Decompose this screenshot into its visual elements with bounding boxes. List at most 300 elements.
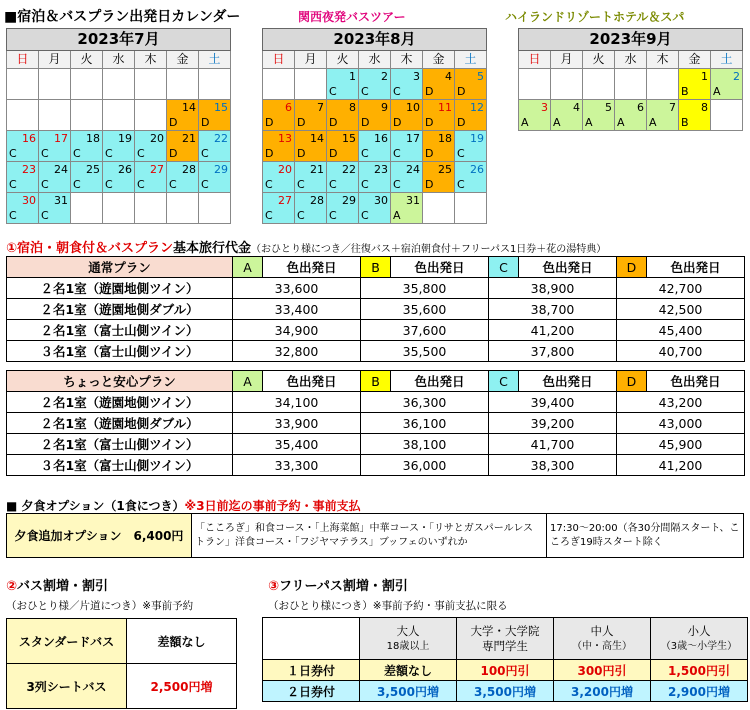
weekday-header: 月 bbox=[295, 51, 327, 69]
calendar-day-code bbox=[135, 116, 167, 131]
calendar-day-code: D bbox=[359, 116, 391, 131]
weekday-header: 水 bbox=[359, 51, 391, 69]
calendar-day: 9 bbox=[359, 100, 391, 116]
price-room-label: ２名1室（富士山側ツイン） bbox=[7, 320, 233, 341]
weekday-header: 日 bbox=[7, 51, 39, 69]
calendar-day: 3 bbox=[519, 100, 551, 116]
calendar-day: 18 bbox=[423, 131, 455, 147]
price-room-label: ３名1室（富士山側ツイン） bbox=[7, 455, 233, 476]
price-letter-B: B bbox=[361, 371, 391, 392]
price-letter-B: B bbox=[361, 257, 391, 278]
freepass-2day-label: ２日券付 bbox=[263, 681, 360, 702]
weekday-header: 水 bbox=[615, 51, 647, 69]
price-letter-A: A bbox=[233, 371, 263, 392]
calendar-day-code bbox=[551, 85, 583, 100]
calendar-day bbox=[455, 193, 487, 209]
price-value: 36,300 bbox=[361, 392, 489, 413]
price-letter-D: D bbox=[617, 371, 647, 392]
calendar-day-code bbox=[295, 85, 327, 100]
calendar-day-code: C bbox=[455, 147, 487, 162]
weekday-header: 水 bbox=[103, 51, 135, 69]
calendar-day: 2 bbox=[711, 69, 743, 85]
calendar-day-code: D bbox=[391, 116, 423, 131]
calendar-day-code: D bbox=[199, 116, 231, 131]
price-value: 41,700 bbox=[489, 434, 617, 455]
price-row bbox=[7, 278, 745, 299]
price-value: 34,900 bbox=[233, 320, 361, 341]
calendar-day-code: C bbox=[359, 178, 391, 193]
price-row bbox=[7, 320, 745, 341]
calendar-day-code: C bbox=[7, 147, 39, 162]
price-value: 32,800 bbox=[233, 341, 361, 362]
calendar-day: 12 bbox=[455, 100, 487, 116]
calendar-day-code bbox=[135, 209, 167, 224]
freepass-1day-label: １日券付 bbox=[263, 660, 360, 681]
calendar-day-code bbox=[263, 85, 295, 100]
price-value: 35,500 bbox=[361, 341, 489, 362]
freepass-cell: 100円引 bbox=[457, 660, 554, 681]
calendar-day-code: C bbox=[359, 147, 391, 162]
header-line1: 小人 bbox=[687, 623, 711, 638]
tour-subtitle: 関西夜発バスツアー bbox=[298, 10, 406, 24]
calendar-day-code bbox=[7, 116, 39, 131]
freepass-cell: 差額なし bbox=[360, 660, 457, 681]
price-letter-C: C bbox=[489, 371, 519, 392]
calendar-day bbox=[103, 69, 135, 85]
calendar-day-code bbox=[711, 116, 743, 131]
price-room-label: ２名1室（富士山側ツイン） bbox=[7, 434, 233, 455]
calendar-day: 8 bbox=[327, 100, 359, 116]
calendar-day-code: C bbox=[135, 178, 167, 193]
weekday-header: 木 bbox=[135, 51, 167, 69]
price-value: 39,200 bbox=[489, 413, 617, 434]
calendar-day-code bbox=[71, 116, 103, 131]
calendar-day: 23 bbox=[7, 162, 39, 178]
bus-3row-label: 3列シートバス bbox=[7, 664, 127, 709]
calendar-day-code bbox=[199, 209, 231, 224]
calendar-day-code bbox=[39, 116, 71, 131]
calendar-day: 30 bbox=[359, 193, 391, 209]
calendar-day: 14 bbox=[295, 131, 327, 147]
calendar-day-code bbox=[647, 85, 679, 100]
calendar-day: 24 bbox=[391, 162, 423, 178]
calendar-day: 29 bbox=[199, 162, 231, 178]
calendar-day bbox=[551, 69, 583, 85]
weekday-header: 金 bbox=[679, 51, 711, 69]
price-table-1 bbox=[6, 370, 745, 476]
price-room-label: ２名1室（遊園地側ツイン） bbox=[7, 392, 233, 413]
calendar-day-code: C bbox=[71, 147, 103, 162]
price-value: 45,400 bbox=[617, 320, 745, 341]
freepass-header-child bbox=[651, 618, 748, 660]
header-line1: 大学・大学院 bbox=[470, 623, 540, 638]
dinner-option-label: 夕食追加オプション 6,400円 bbox=[7, 514, 192, 558]
weekday-header: 木 bbox=[391, 51, 423, 69]
price-value: 35,800 bbox=[361, 278, 489, 299]
price-value: 36,000 bbox=[361, 455, 489, 476]
freepass-header-adult bbox=[360, 618, 457, 660]
calendar-day: 27 bbox=[135, 162, 167, 178]
calendar-day bbox=[7, 69, 39, 85]
calendar-month-title: 2023年8月 bbox=[263, 29, 487, 51]
calendar-day-code: C bbox=[327, 209, 359, 224]
calendar-day: 15 bbox=[199, 100, 231, 116]
calendar-day: 31 bbox=[39, 193, 71, 209]
header-line2: （中・高生） bbox=[572, 640, 632, 652]
calendar-day-code: C bbox=[199, 178, 231, 193]
calendar-day-code: D bbox=[455, 116, 487, 131]
calendar-day-code: D bbox=[327, 147, 359, 162]
calendar-1 bbox=[262, 28, 487, 224]
calendar-day-code: C bbox=[391, 85, 423, 100]
calendar-day-code: C bbox=[391, 178, 423, 193]
calendar-day-code: A bbox=[391, 209, 423, 224]
section2-note: （おひとり様／片道につき）※事前予約 bbox=[6, 600, 194, 612]
calendar-day: 10 bbox=[391, 100, 423, 116]
calendar-day: 18 bbox=[71, 131, 103, 147]
calendar-day-code: D bbox=[423, 85, 455, 100]
price-value: 38,700 bbox=[489, 299, 617, 320]
calendar-day-code bbox=[71, 209, 103, 224]
price-room-label: ３名1室（富士山側ツイン） bbox=[7, 341, 233, 362]
calendar-day-code bbox=[615, 85, 647, 100]
price-value: 40,700 bbox=[617, 341, 745, 362]
calendar-day-code: C bbox=[295, 178, 327, 193]
price-row bbox=[7, 413, 745, 434]
calendar-day: 30 bbox=[7, 193, 39, 209]
bus-standard-value: 差額なし bbox=[127, 619, 237, 664]
freepass-cell: 3,500円増 bbox=[360, 681, 457, 702]
calendar-day: 19 bbox=[103, 131, 135, 147]
price-value: 37,800 bbox=[489, 341, 617, 362]
calendar-day bbox=[295, 69, 327, 85]
calendar-day-code: C bbox=[391, 147, 423, 162]
section3-note: （おひとり様につき）※事前予約・事前支払に限る bbox=[268, 600, 508, 612]
page-title: ■宿泊＆バスプラン出発日カレンダー bbox=[4, 9, 241, 25]
calendar-day bbox=[7, 100, 39, 116]
calendar-day: 7 bbox=[295, 100, 327, 116]
calendar-day-code: C bbox=[7, 209, 39, 224]
section3-heading bbox=[268, 575, 408, 594]
calendar-day-code: C bbox=[39, 178, 71, 193]
freepass-cell: 3,500円増 bbox=[457, 681, 554, 702]
calendar-day-code: D bbox=[423, 147, 455, 162]
price-value: 42,500 bbox=[617, 299, 745, 320]
price-col-label: 色出発日 bbox=[647, 371, 745, 392]
price-value: 38,300 bbox=[489, 455, 617, 476]
section2-title: バス割増・割引 bbox=[17, 579, 109, 594]
calendar-day bbox=[519, 69, 551, 85]
dinner-heading-note: ※3日前迄の事前予約・事前支払 bbox=[184, 499, 361, 513]
calendar-day: 4 bbox=[551, 100, 583, 116]
section1-number: ① bbox=[6, 241, 18, 256]
calendar-day bbox=[103, 193, 135, 209]
price-row bbox=[7, 392, 745, 413]
calendar-day-code: B bbox=[679, 85, 711, 100]
hotel-name: ハイランドリゾートホテル＆スパ bbox=[505, 10, 685, 24]
calendar-day: 16 bbox=[359, 131, 391, 147]
calendar-day: 13 bbox=[263, 131, 295, 147]
price-value: 35,400 bbox=[233, 434, 361, 455]
calendar-day-code: A bbox=[519, 116, 551, 131]
calendar-day-code bbox=[71, 85, 103, 100]
calendar-day-code bbox=[583, 85, 615, 100]
calendar-day bbox=[199, 69, 231, 85]
weekday-header: 火 bbox=[327, 51, 359, 69]
weekday-header: 日 bbox=[519, 51, 551, 69]
calendar-day-code: C bbox=[167, 178, 199, 193]
calendar-day: 4 bbox=[423, 69, 455, 85]
price-col-label: 色出発日 bbox=[263, 257, 361, 278]
calendar-day: 21 bbox=[167, 131, 199, 147]
calendar-day: 28 bbox=[167, 162, 199, 178]
calendar-month-title: 2023年7月 bbox=[7, 29, 231, 51]
price-room-label: ２名1室（遊園地側ツイン） bbox=[7, 278, 233, 299]
calendar-day: 8 bbox=[679, 100, 711, 116]
price-value: 41,200 bbox=[489, 320, 617, 341]
calendar-day-code: C bbox=[359, 85, 391, 100]
calendar-day: 31 bbox=[391, 193, 423, 209]
weekday-header: 火 bbox=[71, 51, 103, 69]
calendar-day: 23 bbox=[359, 162, 391, 178]
calendar-day-code: A bbox=[711, 85, 743, 100]
calendar-day bbox=[135, 100, 167, 116]
header-line2: （3歳～小学生） bbox=[660, 640, 738, 652]
price-row bbox=[7, 341, 745, 362]
calendar-day: 26 bbox=[455, 162, 487, 178]
section1-title2: 基本旅行代金 bbox=[173, 241, 252, 256]
weekday-header: 火 bbox=[583, 51, 615, 69]
calendar-day: 22 bbox=[199, 131, 231, 147]
price-value: 34,100 bbox=[233, 392, 361, 413]
freepass-cell: 300円引 bbox=[554, 660, 651, 681]
calendar-day: 25 bbox=[71, 162, 103, 178]
price-room-label: ２名1室（遊園地側ダブル） bbox=[7, 413, 233, 434]
header-line1: 中人 bbox=[590, 623, 614, 638]
calendar-day-code: D bbox=[295, 116, 327, 131]
price-value: 38,100 bbox=[361, 434, 489, 455]
calendar-day: 3 bbox=[391, 69, 423, 85]
dinner-courses: 「こころぎ」和食コース・「上海菜館」中華コース・「リサとガスパールレストラン」洋食コース・「フジヤマテラス」ブッフェのいずれか bbox=[192, 514, 547, 558]
price-col-label: 色出発日 bbox=[519, 371, 617, 392]
calendar-day bbox=[39, 69, 71, 85]
calendar-day: 2 bbox=[359, 69, 391, 85]
calendar-0 bbox=[6, 28, 231, 224]
price-row bbox=[7, 455, 745, 476]
section3-number: ③ bbox=[268, 579, 280, 594]
price-row bbox=[7, 434, 745, 455]
price-letter-D: D bbox=[617, 257, 647, 278]
calendar-day: 21 bbox=[295, 162, 327, 178]
calendar-day-code: C bbox=[359, 209, 391, 224]
price-value: 33,900 bbox=[233, 413, 361, 434]
calendar-day bbox=[71, 193, 103, 209]
calendar-day: 16 bbox=[7, 131, 39, 147]
section1-title: 宿泊・朝食付＆バスプラン bbox=[17, 241, 174, 256]
calendar-day-code bbox=[7, 85, 39, 100]
price-room-label: ２名1室（遊園地側ダブル） bbox=[7, 299, 233, 320]
calendar-day: 17 bbox=[39, 131, 71, 147]
weekday-header: 日 bbox=[263, 51, 295, 69]
calendar-day: 27 bbox=[263, 193, 295, 209]
calendar-day-code bbox=[423, 209, 455, 224]
calendar-day: 20 bbox=[135, 131, 167, 147]
calendar-day bbox=[583, 69, 615, 85]
calendar-day-code: D bbox=[423, 178, 455, 193]
calendar-day-code: D bbox=[263, 116, 295, 131]
section1-heading bbox=[6, 237, 606, 256]
calendar-day bbox=[135, 193, 167, 209]
price-letter-C: C bbox=[489, 257, 519, 278]
calendar-day: 17 bbox=[391, 131, 423, 147]
price-value: 43,000 bbox=[617, 413, 745, 434]
calendar-day: 20 bbox=[263, 162, 295, 178]
calendar-day-code: D bbox=[455, 85, 487, 100]
price-value: 45,900 bbox=[617, 434, 745, 455]
calendar-day-code bbox=[103, 85, 135, 100]
calendar-day-code: C bbox=[135, 147, 167, 162]
calendar-day: 25 bbox=[423, 162, 455, 178]
section2-heading bbox=[6, 575, 108, 594]
calendar-day: 1 bbox=[679, 69, 711, 85]
calendar-day: 29 bbox=[327, 193, 359, 209]
price-col-label: 色出発日 bbox=[647, 257, 745, 278]
price-col-label: 色出発日 bbox=[391, 257, 489, 278]
calendar-day-code: C bbox=[263, 178, 295, 193]
price-row bbox=[7, 299, 745, 320]
weekday-header: 月 bbox=[551, 51, 583, 69]
calendar-day-code bbox=[519, 85, 551, 100]
calendar-day-code: D bbox=[423, 116, 455, 131]
calendar-day-code bbox=[167, 209, 199, 224]
section3-title: フリーパス割増・割引 bbox=[279, 579, 408, 594]
calendar-day-code bbox=[135, 85, 167, 100]
calendar-day-code bbox=[455, 209, 487, 224]
weekday-header: 土 bbox=[711, 51, 743, 69]
price-value: 43,200 bbox=[617, 392, 745, 413]
calendar-day-code: C bbox=[103, 147, 135, 162]
price-col-label: 色出発日 bbox=[263, 371, 361, 392]
calendar-day bbox=[711, 100, 743, 116]
calendar-day-code: C bbox=[7, 178, 39, 193]
calendar-day-code: B bbox=[679, 116, 711, 131]
freepass-cell: 1,500円引 bbox=[651, 660, 748, 681]
calendar-day bbox=[615, 69, 647, 85]
calendar-day: 11 bbox=[423, 100, 455, 116]
calendar-day: 26 bbox=[103, 162, 135, 178]
calendar-day bbox=[103, 100, 135, 116]
calendar-day-code: D bbox=[295, 147, 327, 162]
price-value: 33,300 bbox=[233, 455, 361, 476]
header-line2: 専門学生 bbox=[482, 638, 528, 653]
calendar-day-code: C bbox=[263, 209, 295, 224]
bus-standard-label: スタンダードバス bbox=[7, 619, 127, 664]
dinner-heading-text: ■ 夕食オプション（1食につき） bbox=[6, 499, 185, 513]
freepass-cell: 2,900円増 bbox=[651, 681, 748, 702]
calendar-day-code: D bbox=[167, 147, 199, 162]
calendar-day: 6 bbox=[615, 100, 647, 116]
freepass-table bbox=[262, 617, 748, 702]
dinner-heading bbox=[6, 497, 361, 514]
calendar-day bbox=[71, 69, 103, 85]
calendar-day bbox=[423, 193, 455, 209]
calendar-day-code: A bbox=[551, 116, 583, 131]
price-value: 35,600 bbox=[361, 299, 489, 320]
calendar-day: 24 bbox=[39, 162, 71, 178]
weekday-header: 月 bbox=[39, 51, 71, 69]
calendar-day-code bbox=[103, 209, 135, 224]
price-plan-name: ちょっと安心プラン bbox=[7, 371, 233, 392]
calendar-day: 22 bbox=[327, 162, 359, 178]
section2-number: ② bbox=[6, 579, 18, 594]
calendar-day bbox=[39, 100, 71, 116]
freepass-header-junior bbox=[554, 618, 651, 660]
dinner-time: 17:30～20:00（各30分間隔スタート、こころぎ19時スタート除く bbox=[547, 514, 744, 558]
calendar-day bbox=[647, 69, 679, 85]
calendar-day-code: C bbox=[327, 85, 359, 100]
calendar-day bbox=[263, 69, 295, 85]
price-value: 39,400 bbox=[489, 392, 617, 413]
bus-3row-value: 2,500円増 bbox=[127, 664, 237, 709]
calendar-day: 5 bbox=[455, 69, 487, 85]
calendar-day-code: A bbox=[583, 116, 615, 131]
bus-table bbox=[6, 618, 237, 709]
calendar-day-code bbox=[167, 85, 199, 100]
price-value: 37,600 bbox=[361, 320, 489, 341]
price-plan-name: 通常プラン bbox=[7, 257, 233, 278]
calendar-day bbox=[199, 193, 231, 209]
price-value: 38,900 bbox=[489, 278, 617, 299]
price-value: 42,700 bbox=[617, 278, 745, 299]
weekday-header: 金 bbox=[167, 51, 199, 69]
calendar-day-code bbox=[39, 85, 71, 100]
calendar-day-code bbox=[103, 116, 135, 131]
calendar-day bbox=[167, 193, 199, 209]
price-value: 41,200 bbox=[617, 455, 745, 476]
price-value: 33,400 bbox=[233, 299, 361, 320]
calendar-day-code bbox=[199, 85, 231, 100]
freepass-header-college bbox=[457, 618, 554, 660]
calendar-day-code: C bbox=[39, 209, 71, 224]
weekday-header: 土 bbox=[455, 51, 487, 69]
header-line1: 大人 bbox=[396, 623, 420, 638]
calendar-day-code: D bbox=[327, 116, 359, 131]
calendar-day-code: C bbox=[327, 178, 359, 193]
weekday-header: 金 bbox=[423, 51, 455, 69]
calendar-day bbox=[167, 69, 199, 85]
calendar-day-code: C bbox=[455, 178, 487, 193]
freepass-cell: 3,200円増 bbox=[554, 681, 651, 702]
calendar-day-code: C bbox=[71, 178, 103, 193]
calendar-day: 19 bbox=[455, 131, 487, 147]
price-value: 33,600 bbox=[233, 278, 361, 299]
section1-note: （おひとり様につき／往復バス＋宿泊朝食付＋フリーパス1日券＋花の湯特典） bbox=[251, 244, 607, 255]
calendar-day: 14 bbox=[167, 100, 199, 116]
price-col-label: 色出発日 bbox=[391, 371, 489, 392]
freepass-corner bbox=[263, 618, 360, 660]
price-letter-A: A bbox=[233, 257, 263, 278]
dinner-table bbox=[6, 513, 744, 558]
weekday-header: 木 bbox=[647, 51, 679, 69]
calendar-day bbox=[71, 100, 103, 116]
calendar-day: 6 bbox=[263, 100, 295, 116]
calendar-day-code: A bbox=[615, 116, 647, 131]
calendar-day: 1 bbox=[327, 69, 359, 85]
weekday-header: 土 bbox=[199, 51, 231, 69]
header-line2: 18歳以上 bbox=[386, 640, 430, 652]
calendar-day: 5 bbox=[583, 100, 615, 116]
calendar-day-code: A bbox=[647, 116, 679, 131]
